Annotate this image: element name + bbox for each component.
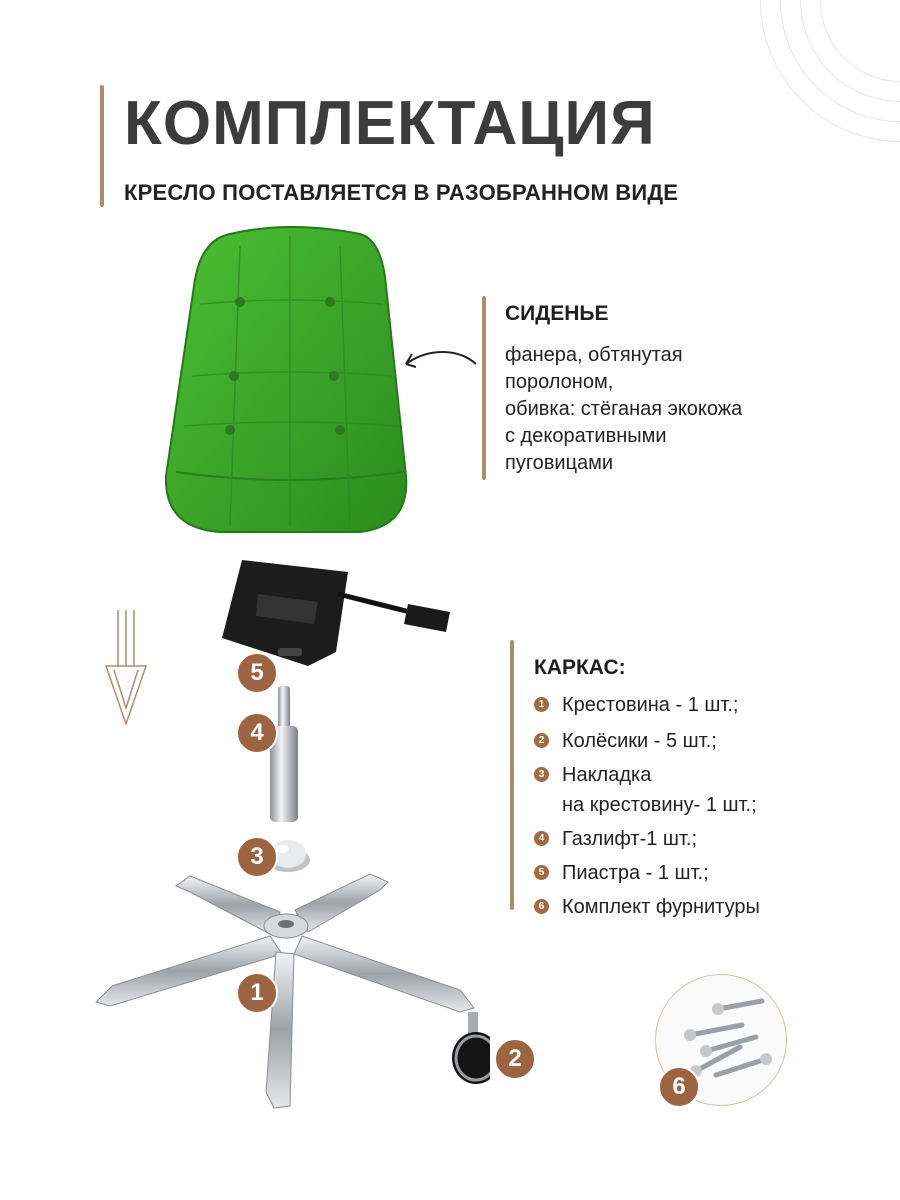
gaslift-image (262, 684, 306, 824)
badge-5: 5 (236, 652, 278, 694)
frame-list (534, 690, 760, 922)
header-accent-bar (100, 85, 104, 207)
caster-wheel (452, 1012, 490, 1084)
badge-2: 2 (494, 1038, 536, 1080)
down-arrow-icon (104, 608, 148, 728)
list-item: 1 Крестовина - 1 шт.; (534, 690, 760, 720)
list-item: 2 Колёсики - 5 шт.; (534, 726, 760, 756)
base-image (90, 862, 490, 1112)
seat-image (160, 226, 420, 536)
badge-6: 6 (658, 1066, 700, 1108)
seat-line: пуговицами (505, 452, 614, 474)
seat-accent-bar (482, 296, 486, 480)
list-item: 4 Газлифт-1 шт.; (534, 824, 760, 854)
seat-heading: СИДЕНЬЕ (505, 302, 609, 325)
page-title: КОМПЛЕКТАЦИЯ (124, 89, 656, 158)
frame-accent-bar (510, 640, 514, 910)
seat-line: обивка: стёганая экокожа (505, 398, 743, 420)
list-item: 5 Пиастра - 1 шт.; (534, 858, 760, 888)
seat-description (505, 342, 742, 477)
seat-line: фанера, обтянутая (505, 344, 683, 366)
seat-line: поролоном, (505, 371, 614, 393)
badge-1: 1 (236, 972, 278, 1014)
frame-heading: КАРКАС: (534, 656, 626, 679)
badge-4: 4 (236, 712, 278, 754)
seat-line: с декоративными (505, 425, 667, 447)
list-item: 3 Накладка на крестовину- 1 шт.; (534, 760, 760, 820)
list-item: 6 Комплект фурнитуры (534, 892, 760, 922)
page-subtitle: КРЕСЛО ПОСТАВЛЯЕТСЯ В РАЗОБРАННОМ ВИДЕ (124, 180, 679, 205)
badge-3: 3 (236, 836, 278, 878)
